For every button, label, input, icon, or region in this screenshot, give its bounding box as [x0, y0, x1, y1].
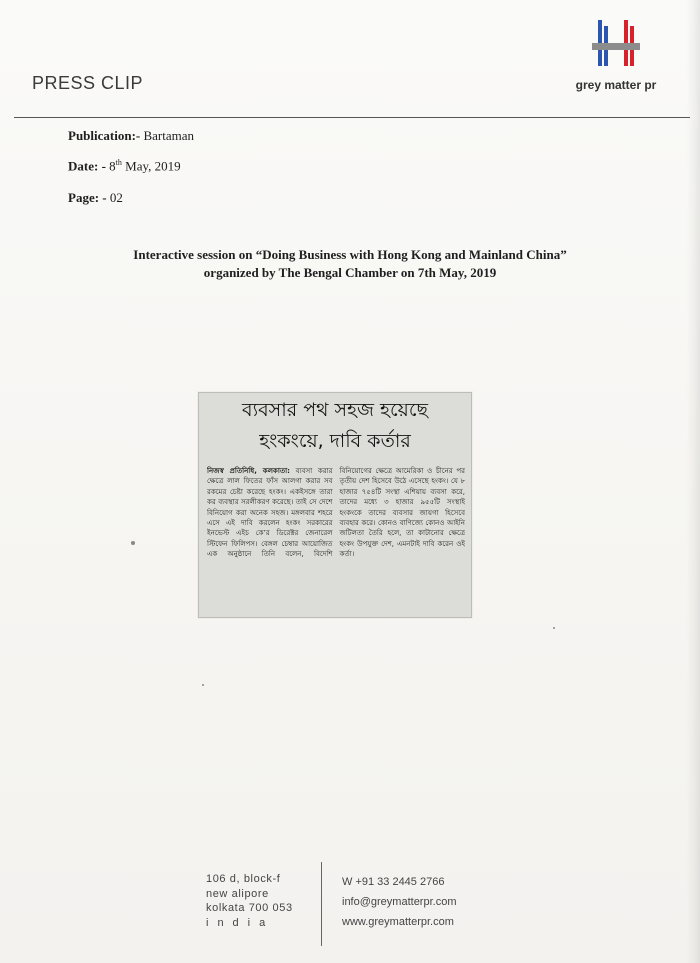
paper-speck	[131, 541, 135, 545]
clipping-body	[207, 466, 465, 614]
date-label: Date: -	[68, 158, 106, 174]
page-label: Page: -	[68, 190, 107, 205]
address-line-1: 106 d, block-f	[206, 873, 281, 885]
press-clip-label: PRESS CLIP	[32, 73, 144, 93]
publication-value: Bartaman	[143, 128, 195, 143]
grey-matter-logo	[568, 16, 664, 96]
newspaper-clipping	[198, 392, 472, 618]
address-line-4: india	[206, 916, 275, 929]
paper-speck	[202, 684, 204, 686]
clipping-byline: নিজস্ব প্রতিনিধি, কলকাতা:	[207, 467, 290, 475]
date-day: 8	[109, 158, 116, 174]
publication-line	[68, 128, 194, 144]
event-heading	[60, 246, 640, 282]
address-line-2: new alipore	[206, 887, 269, 900]
header-rule	[14, 117, 690, 118]
date-suffix: th	[115, 158, 122, 167]
clipping-column-2: বিনিয়োগের ক্ষেত্রে আমেরিকা ও চীনের পর তৃতীয় দেশ হিসেবে উঠে এসেছে হংকং। যে ৮ হাজার ৭৫৪টি সংস্থা এশিয়ায় ব্যবসা করে, তাদের মধ্যে ৩ হাজার ৯৫৫টি সংস্থাই হংকংকে তাদের ব্যবসার জায়গা হিসেবে ব্যবহার করে। কোনও বাণিজ্যে কোনও আইনি জটিলতা তৈরি হলে, তা কাটানোর ক্ষেত্রে হংকং উপযুক্ত দেশ, এমনটাই দাবি করেন ওই কর্তা।	[339, 467, 465, 559]
address-line-3: kolkata 700 053	[206, 902, 293, 914]
footer-email[interactable]: info@greymatterpr.com	[342, 896, 457, 908]
clipping-headline	[205, 395, 465, 457]
clipping-headline-line1: ব্যবসার পথ সহজ হয়েছে	[242, 399, 428, 421]
footer-website[interactable]: www.greymatterpr.com	[342, 916, 454, 928]
page-value: 02	[109, 190, 123, 205]
logo-wordmark: grey matter pr	[575, 78, 657, 92]
footer-phone: W +91 33 2445 2766	[342, 876, 445, 888]
event-heading-line1: Interactive session on “Doing Business with Hong Kong and Mainland China”	[133, 247, 567, 262]
clipping-headline-line2: হংকংয়ে, দাবি কর্তার	[259, 430, 411, 452]
page-edge-shadow	[686, 0, 700, 963]
date-rest: May, 2019	[125, 158, 181, 174]
publication-label: Publication:-	[68, 128, 141, 143]
date-line	[68, 158, 181, 174]
event-heading-line2: organized by The Bengal Chamber on 7th May, 2019	[203, 265, 497, 280]
footer-address	[206, 872, 310, 930]
page-line	[68, 190, 123, 206]
paper-speck	[553, 627, 555, 629]
clipping-column-1: ব্যবসা করার ক্ষেত্রে লাল ফিতের ফাঁস আলগা করার সব রকমের চেষ্টা করেছে হংকং। একইসঙ্গে তারা কর ব্যবস্থার সরলীকরণ করেছে। তাই সে দেশে বিনিয়োগ করা অনেক সহজ। মঙ্গলবার শহরে এসে এই দাবি করলেন হংকং সরকারের ইনভেস্ট এইচ কে’র ডিরেক্টর জেনারেল স্টিফেন ফিলিপস। বেঙ্গল চেম্বার আয়োজিত এক অনুষ্ঠানে তিনি বলেন, বিদেশি	[207, 467, 333, 559]
grey-matter-logo-icon	[590, 16, 642, 74]
footer-contact	[342, 872, 502, 932]
footer-divider	[321, 862, 322, 946]
